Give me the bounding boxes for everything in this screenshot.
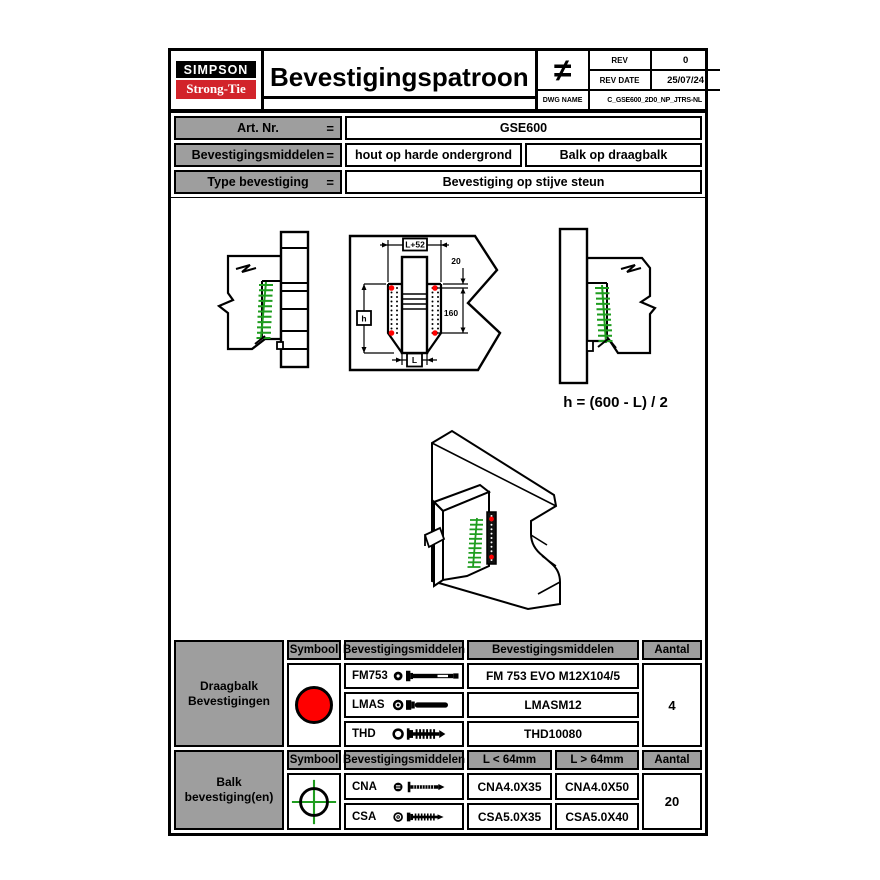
dim-spacing-text: 160 xyxy=(443,308,459,318)
lmas-row xyxy=(344,692,464,718)
col-header-symbool: Symbool xyxy=(287,750,341,770)
middelen-label-cell xyxy=(174,143,342,167)
csa-fastener-icon xyxy=(392,807,462,827)
type-value: Bevestiging op stijve steun xyxy=(345,170,702,194)
lmas-fastener-icon xyxy=(392,695,462,715)
draagbalk-aantal: 4 xyxy=(642,663,702,747)
info-rows xyxy=(171,113,705,197)
fm753-fastener-icon xyxy=(392,666,462,686)
fastener-tables xyxy=(171,637,705,833)
middelen-value-left: hout op harde ondergrond xyxy=(345,143,522,167)
side-view-right-drawing xyxy=(558,226,700,388)
cna-fastener-icon xyxy=(392,777,462,797)
cna-code: CNA xyxy=(352,780,377,793)
rev-value: 0 xyxy=(650,51,720,71)
info-row-type xyxy=(174,170,702,194)
not-equal-icon: ≠ xyxy=(538,51,588,91)
front-view-drawing xyxy=(346,232,510,372)
balk-row-label: Balk bevestiging(en) xyxy=(174,750,284,830)
info-row-middelen xyxy=(174,143,702,167)
equals-sign: = xyxy=(326,174,334,190)
dwg-name-label: DWG NAME xyxy=(542,96,583,104)
dwg-name-value: C_GSE600_2D0_NP_JTRS-NL xyxy=(588,91,720,109)
col-header-aantal: Aantal xyxy=(642,750,702,770)
title-block xyxy=(171,51,705,113)
balk-aantal: 20 xyxy=(642,773,702,830)
sheet-title-text: Bevestigingspatroon xyxy=(264,62,535,99)
fm753-name: FM 753 EVO M12X104/5 xyxy=(467,663,639,689)
col-header-long: L > 64mm xyxy=(555,750,639,770)
col-header-middelen: Bevestigingsmiddelen xyxy=(344,750,464,770)
col-header-aantal: Aantal xyxy=(642,640,702,660)
brand-logo xyxy=(171,51,261,109)
artnr-label-cell xyxy=(174,116,342,140)
cna-long: CNA4.0X50 xyxy=(555,773,639,800)
revision-table xyxy=(538,51,720,109)
dim-offset-text: 20 xyxy=(451,256,461,266)
equals-sign: = xyxy=(326,147,334,163)
middelen-value-right: Balk op draagbalk xyxy=(525,143,702,167)
bolt-symbol-red-circle-icon xyxy=(295,686,333,724)
sheet-title xyxy=(261,51,538,109)
thd-fastener-icon xyxy=(392,724,462,744)
draagbalk-table xyxy=(174,640,702,747)
rev-label: REV xyxy=(588,51,650,71)
nail-symbol-crosshair-icon xyxy=(290,778,338,826)
equals-sign: = xyxy=(326,120,334,136)
dim-top-width-text: L+52 xyxy=(405,239,425,250)
lmas-code: LMAS xyxy=(352,699,385,711)
draagbalk-symbol-cell xyxy=(287,663,341,747)
fm753-row xyxy=(344,663,464,689)
csa-row xyxy=(344,803,464,830)
brand-strongtie: Strong-Tie xyxy=(176,80,256,99)
thd-code: THD xyxy=(352,728,376,740)
brand-simpson: SIMPSON xyxy=(176,61,256,78)
rev-date-value: 25/07/24 xyxy=(650,71,720,91)
artnr-value: GSE600 xyxy=(345,116,702,140)
cna-row xyxy=(344,773,464,800)
col-header-symbool: Symbool xyxy=(287,640,341,660)
csa-code: CSA xyxy=(352,810,377,823)
csa-short: CSA5.0X35 xyxy=(467,803,552,830)
lmas-name: LMASM12 xyxy=(467,692,639,718)
fm753-code: FM753 xyxy=(352,670,388,682)
dim-length-text: L xyxy=(411,355,418,365)
artnr-label: Art. Nr. xyxy=(237,121,279,135)
dim-height-text: h xyxy=(361,313,367,324)
type-label-cell xyxy=(174,170,342,194)
isometric-view-drawing xyxy=(410,418,610,638)
cna-short: CNA4.0X35 xyxy=(467,773,552,800)
col-header-middelen: Bevestigingsmiddelen xyxy=(344,640,464,660)
balk-table xyxy=(174,750,702,830)
drawing-sheet xyxy=(168,48,708,836)
csa-long: CSA5.0X40 xyxy=(555,803,639,830)
draagbalk-row-label: Draagbalk Bevestigingen xyxy=(174,640,284,747)
balk-symbol-cell xyxy=(287,773,341,830)
rev-date-label: REV DATE xyxy=(588,71,650,91)
type-label: Type bevestiging xyxy=(207,175,309,189)
thd-name: THD10080 xyxy=(467,721,639,747)
thd-row xyxy=(344,721,464,747)
middelen-label: Bevestigingsmiddelen xyxy=(191,148,325,162)
col-header-short: L < 64mm xyxy=(467,750,552,770)
drawing-area xyxy=(171,197,705,637)
side-view-left-drawing xyxy=(205,228,335,370)
info-row-artnr xyxy=(174,116,702,140)
col-header-middelen2: Bevestigingsmiddelen xyxy=(467,640,639,660)
height-formula: h = (600 - L) / 2 xyxy=(563,394,668,411)
